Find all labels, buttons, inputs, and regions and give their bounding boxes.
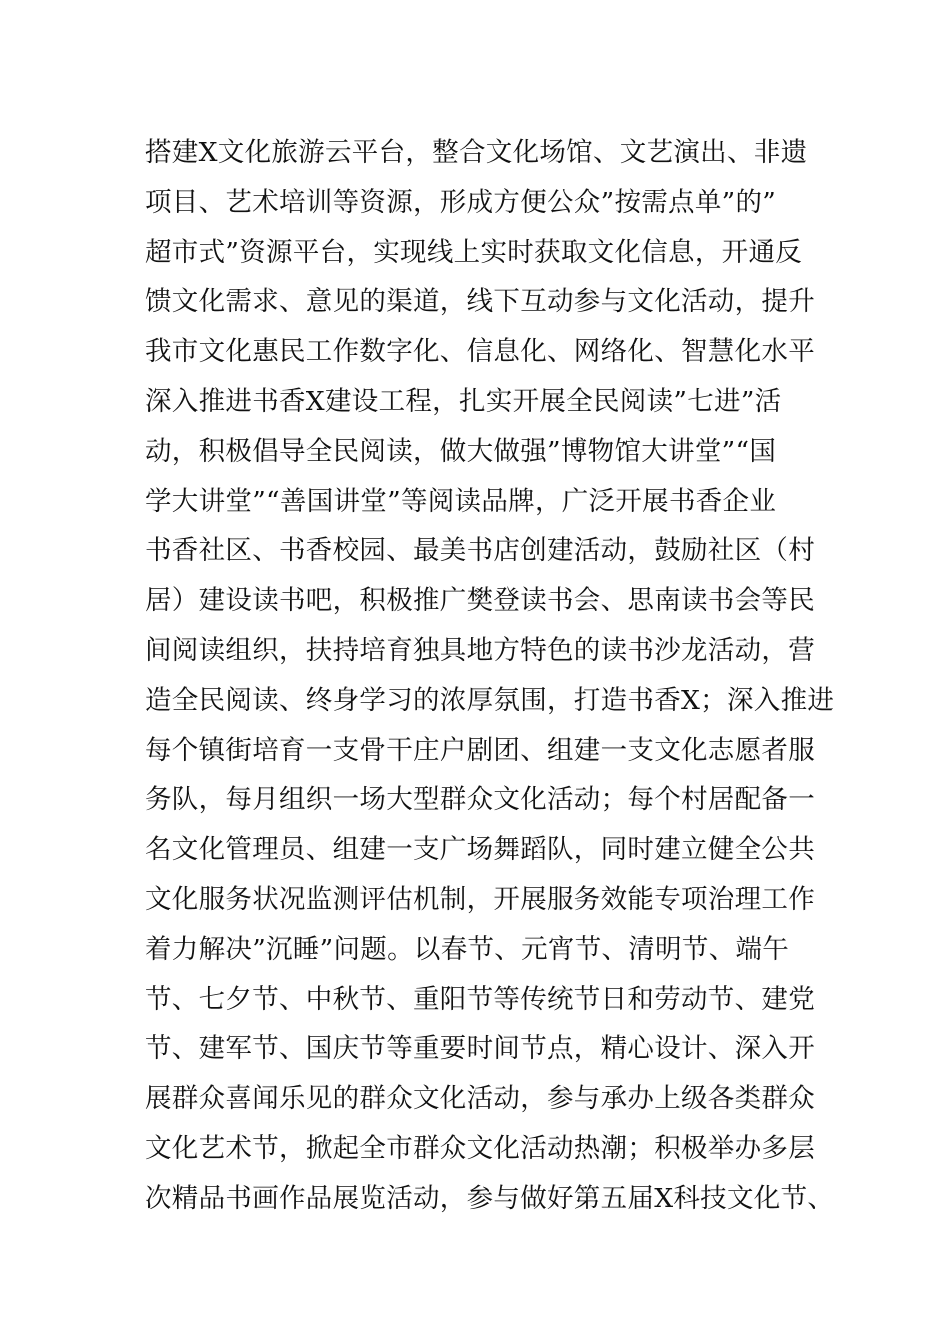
text-line-10: 居）建设读书吧，积极推广樊登读书会、思南读书会等民 bbox=[145, 585, 815, 617]
text-line-2: 项目、艺术培训等资源，形成方便公众”按需点单”的” bbox=[145, 186, 777, 218]
text-line-8: 学大讲堂”“善国讲堂”等阅读品牌，广泛开展书香企业 bbox=[145, 485, 777, 517]
text-line-16: 文化服务状况监测评估机制，开展服务效能专项治理工作 bbox=[145, 883, 815, 915]
text-line-9: 书香社区、书香校园、最美书店创建活动，鼓励社区（村 bbox=[145, 535, 815, 567]
text-line-5: 我市文化惠民工作数字化、信息化、网络化、智慧化水平 bbox=[145, 336, 815, 368]
text-line-7: 动，积极倡导全民阅读，做大做强”博物馆大讲堂”“国 bbox=[145, 435, 777, 467]
text-line-14: 务队，每月组织一场大型群众文化活动；每个村居配备一 bbox=[145, 784, 815, 816]
text-line-4: 馈文化需求、意见的渠道，线下互动参与文化活动，提升 bbox=[145, 286, 815, 318]
text-line-19: 节、建军节、国庆节等重要时间节点，精心设计、深入开 bbox=[145, 1033, 815, 1065]
text-line-15: 名文化管理员、组建一支广场舞蹈队，同时建立健全公共 bbox=[145, 834, 815, 866]
text-line-3: 超市式”资源平台，实现线上实时获取文化信息，开通反 bbox=[145, 236, 803, 268]
text-line-18: 节、七夕节、中秋节、重阳节等传统节日和劳动节、建党 bbox=[145, 983, 815, 1015]
text-line-1: 搭建X文化旅游云平台，整合文化场馆、文艺演出、非遗 bbox=[145, 137, 808, 168]
text-line-13: 每个镇街培育一支骨干庄户剧团、组建一支文化志愿者服 bbox=[145, 734, 815, 766]
text-line-20: 展群众喜闻乐见的群众文化活动，参与承办上级各类群众 bbox=[145, 1083, 815, 1115]
text-line-11: 间阅读组织，扶持培育独具地方特色的读书沙龙活动，营 bbox=[145, 634, 815, 666]
text-line-22: 次精品书画作品展览活动，参与做好第五届X科技文化节、 bbox=[145, 1182, 835, 1214]
text-line-17: 着力解决”沉睡”问题。以春节、元宵节、清明节、端午 bbox=[145, 933, 790, 965]
text-line-12: 造全民阅读、终身学习的浓厚氛围，打造书香X；深入推进 bbox=[145, 684, 835, 716]
body-text bbox=[145, 128, 835, 1224]
text-line-6: 深入推进书香X建设工程，扎实开展全民阅读”七进”活 bbox=[145, 385, 782, 417]
text-line-21: 文化艺术节，掀起全市群众文化活动热潮；积极举办多层 bbox=[145, 1132, 815, 1164]
